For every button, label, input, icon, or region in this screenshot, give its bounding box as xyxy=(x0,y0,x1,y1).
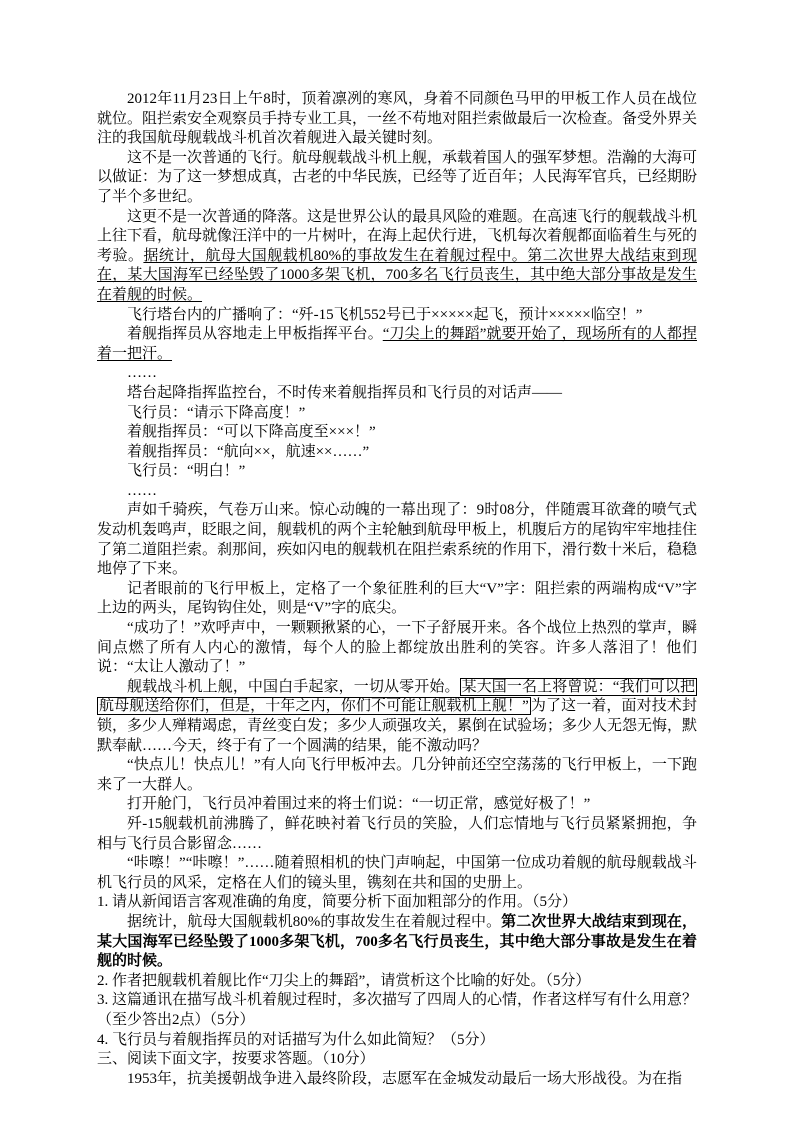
text-segment-underline: 据统计，航母大国舰载机80%的事故发生在着舰过程中。第二次世界大战结束到现在，某大国海军已经坠毁了1000多架飞机，700多名飞行员丧生，其中绝大部分事故是发生在着舰的时候。 xyxy=(97,247,697,303)
text-segment: 着舰指挥员：“航向××，航速××……” xyxy=(127,443,370,460)
dialogue-4 xyxy=(97,462,697,482)
dialogue-2 xyxy=(97,423,697,443)
text-segment: 2012年11月23日上午8时，顶着凛冽的寒风，身着不同颜色马甲的甲板工作人员在战位就位。阻拦索安全观察员手持专业工具，一丝不苟地对阻拦索做最后一次检查。备受外界关注的我国航母舰载战斗机首次着舰进入最关键时刻。 xyxy=(97,91,698,147)
text-segment-bold: 第二次世界大战结束到现在，某大国海军已经坠毁了1000多架飞机，700多名飞行员丧生，其中绝大部分事故是发生在着舰的时候。 xyxy=(97,913,697,970)
para-4 xyxy=(97,306,697,326)
text-segment: 声如千骑疾，气卷万山来。惊心动魄的一幕出现了：9时08分，伴随震耳欲聋的喷气式发动机轰鸣声，眨眼之间，舰载机的两个主轮触到航母甲板上，机腹后方的尾钩牢牢地挂住了第二道阻拦索。刹那间，疾如闪电的舰载机在阻拦索系统的作用下，滑行数十米后，稳稳地停了下来。 xyxy=(97,502,698,578)
text-segment: 飞行员：“明白！” xyxy=(127,463,246,480)
para-8 xyxy=(97,580,697,619)
para-1953 xyxy=(97,1070,697,1090)
text-segment: 记者眼前的飞行甲板上，定格了一个象征胜利的巨大“V”字：阻拦索的两端构成“V”字上边的两头，尾钩钩住处，则是“V”字的底尖。 xyxy=(97,580,697,617)
question-1 xyxy=(97,893,697,913)
dialogue-1 xyxy=(97,404,697,424)
para-13 xyxy=(97,815,697,854)
text-segment-boxed: 某大国一名上将曾说：“我们可以把航母舰送给你们，但是，十年之内，你们不可能让舰载机上舰！” xyxy=(99,678,695,715)
text-segment: “成功了！”欢呼声中，一颗颗揪紧的心，一下子舒展开来。各个战位上热烈的掌声，瞬间点燃了所有人内心的激情，每个人的脸上都绽放出胜利的笑容。许多人落泪了！他们说：“太让人激动了！” xyxy=(97,620,697,676)
section-3-header xyxy=(97,1050,697,1070)
text-segment: 飞行员：“请示下降高度！” xyxy=(127,404,306,421)
question-4 xyxy=(97,1031,697,1051)
text-segment: 4. 飞行员与着舰指挥员的对话描写为什么如此简短？（5分） xyxy=(97,1031,495,1048)
para-10 xyxy=(97,678,697,756)
para-5 xyxy=(97,325,697,364)
text-segment: 为了这一着，面对技术封锁，多少人殚精竭虑，青丝变白发；多少人顽强攻关，累倒在试验场；多少人无怨无悔，默默奉献……今天，终于有了一个圆满的结果，能不激动吗？ xyxy=(97,698,698,754)
text-segment: 3. 这篇通讯在描写战斗机着舰过程时，多次描写了四周人的心情，作者这样写有什么用意？（至少答出2点）（5分） xyxy=(97,992,698,1028)
dialogue-3 xyxy=(97,443,697,463)
text-segment: 歼-15舰载机前沸腾了，鲜花映衬着飞行员的笑脸，人们忘情地与飞行员紧紧拥抱，争相与飞行员合影留念…… xyxy=(97,815,697,852)
para-2 xyxy=(97,149,697,208)
para-7 xyxy=(97,501,697,579)
text-segment: 1953年，抗美援朝战争进入最终阶段，志愿军在金城发动最后一场大形战役。为在指 xyxy=(127,1070,683,1087)
text-segment: “快点儿！快点儿！”有人向飞行甲板冲去。几分钟前还空空荡荡的飞行甲板上，一下跑来了一大群人。 xyxy=(97,757,697,793)
question-1-quote xyxy=(97,913,697,972)
text-segment: 飞行塔台内的广播响了：“歼-15飞机552号已于×××××起飞，预计×××××临空！” xyxy=(127,306,643,323)
para-14 xyxy=(97,854,697,893)
para-6 xyxy=(97,384,697,404)
article-body xyxy=(97,90,697,1089)
para-9 xyxy=(97,619,697,678)
text-segment: “咔嚓！”“咔嚓！”……随着照相机的快门声响起，中国第一位成功着舰的航母舰载战斗机飞行员的风采，定格在人们的镜头里，镌刻在共和国的史册上。 xyxy=(97,855,697,891)
text-segment: 据统计，航母大国舰载机80%的事故发生在着舰过程中。 xyxy=(127,913,502,930)
text-segment: 这不是一次普通的飞行。航母舰载战斗机上舰，承载着国人的强军梦想。浩瀚的大海可以做证：为了这一梦想成真，古老的中华民族，已经等了近百年；人民海军官兵，已经期盼了半个多世纪。 xyxy=(97,149,698,205)
text-segment: …… xyxy=(127,365,157,382)
question-3 xyxy=(97,991,697,1030)
text-segment: 打开舱门，飞行员冲着围过来的将士们说：“一切正常，感觉好极了！” xyxy=(127,796,591,813)
text-segment: 这更不是一次普通的降落。这是世界公认的最具风险的难题。在高速飞行的舰载战斗机上往下看，航母就像汪洋中的一片树叶，在海上起伏行进，飞机每次着舰都面临着生与死的考验。 xyxy=(97,208,698,264)
para-3 xyxy=(97,208,697,306)
question-2 xyxy=(97,972,697,992)
text-segment: 2. 作者把舰载机着舰比作“刀尖上的舞蹈”，请赏析这个比喻的好处。（5分） xyxy=(97,972,591,989)
text-segment: 塔台起降指挥监控台，不时传来着舰指挥员和飞行员的对话声—— xyxy=(127,384,563,401)
para-11 xyxy=(97,756,697,795)
ellipsis-2 xyxy=(97,482,697,502)
para-1 xyxy=(97,90,697,149)
ellipsis-1 xyxy=(97,364,697,384)
text-segment: 三、阅读下面文字，按要求答题。（10分） xyxy=(97,1051,375,1068)
text-segment: …… xyxy=(127,482,157,499)
text-segment-underline: “刀尖上的舞蹈”就要开始了，现场所有的人都捏着一把汗。 xyxy=(97,326,697,362)
para-12 xyxy=(97,795,697,815)
text-segment: 着舰指挥员：“可以下降高度至×××！” xyxy=(127,424,376,441)
text-segment: 着舰指挥员从容地走上甲板指挥平台。 xyxy=(127,326,383,343)
text-segment: 舰载战斗机上舰，中国白手起家，一切从零开始。 xyxy=(127,678,460,695)
text-segment: 1. 请从新闻语言客观准确的角度，简要分析下面加粗部分的作用。（5分） xyxy=(97,894,578,911)
